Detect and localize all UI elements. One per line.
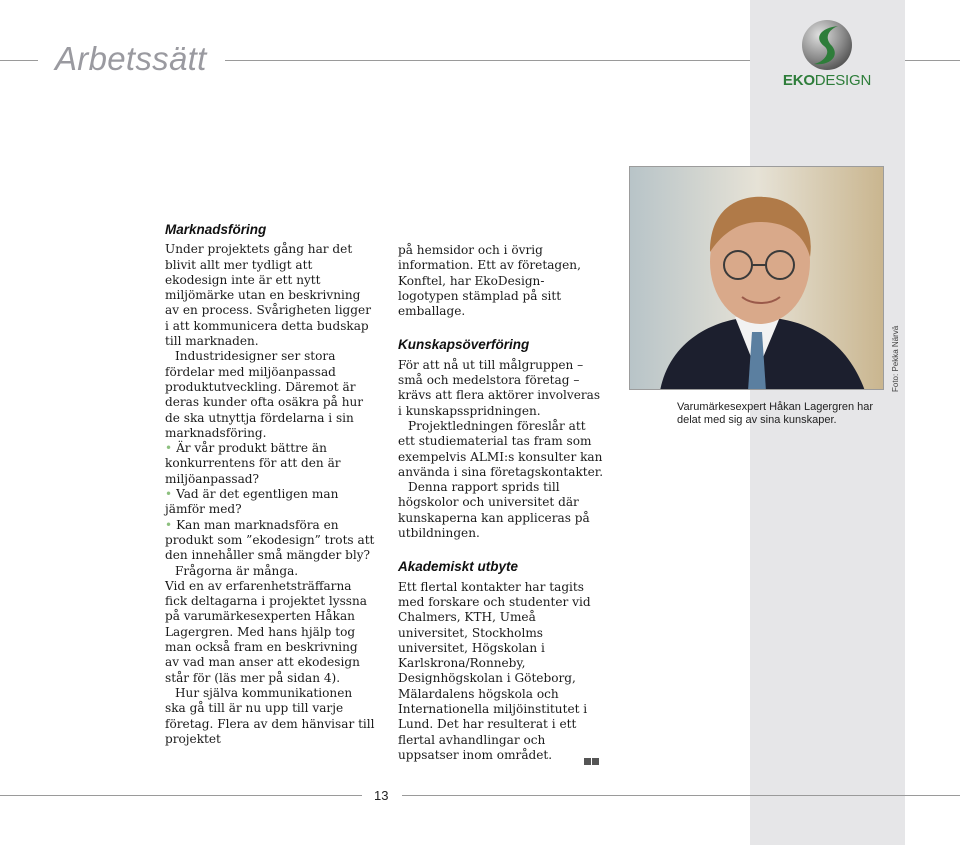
paragraph: på hemsidor och i övrig information. Ett av företagen, Konftel, har EkoDesign-logotypen stämplad på sitt emballage. bbox=[398, 243, 581, 319]
header-rule-left bbox=[0, 60, 38, 61]
paragraph: Under projektets gång har det blivit allt mer tydligt att ekodesign inte är ett nytt miljömärke utan en beskrivning av en process. Svårigheten ligger i att kommunicera detta budskap till marknaden. bbox=[165, 242, 371, 349]
photo-credit: Foto: Pekka Närvä bbox=[891, 325, 900, 392]
bullet-icon: • bbox=[165, 517, 173, 532]
section-heading-kunskapsoverforing: Kunskapsöverföring bbox=[398, 337, 530, 353]
paragraph: Frågorna är många. bbox=[175, 563, 299, 578]
logo-wordmark: EKODESIGN bbox=[782, 72, 872, 89]
paragraph: Hur själva kommunikationen ska gå till är nu upp till varje företag. Flera av dem hänvisar till projektet bbox=[165, 685, 375, 746]
footer-rule-left bbox=[0, 795, 362, 796]
bullet-icon: • bbox=[165, 441, 173, 456]
header-rule-far-right bbox=[905, 60, 960, 61]
section-heading-marknadsforing: Marknadsföring bbox=[165, 222, 267, 237]
footer-rule-right bbox=[402, 795, 960, 796]
paragraph: Vid en av erfarenhetsträffarna fick deltagarna i projektet lyssna på varumärkesexperten Håkan Lagergren. Med hans hjälp tog man också fram en beskrivning av vad man anser att ekodesign står för (läs mer på sidan 4). bbox=[165, 578, 368, 685]
question-item: • Är vår produkt bättre än konkurrentens för att den är miljöanpassad? bbox=[165, 441, 341, 486]
leaf-logo-icon bbox=[800, 18, 854, 72]
paragraph: Ett flertal kontakter har tagits med forskare och studenter vid Chalmers, KTH, Umeå universitet, Stockholms universitet, Högskolan i Karlskrona/Ronneby, Designhögskolan i Göteborg, Mälardalens högskola och Internationella miljöinstitutet i Lund. Det har resulterat i ett flertal avhandlingar och uppsatser inom området. bbox=[398, 579, 591, 762]
page-title: Arbetssätt bbox=[55, 40, 207, 77]
photo-caption: Varumärkesexpert Håkan Lagergren har delat med sig av sina kunskaper. bbox=[677, 401, 874, 426]
question-item: • Vad är det egentligen man jämför med? bbox=[165, 487, 339, 517]
paragraph: För att nå ut till målgruppen – små och medelstora företag – krävs att flera aktörer involveras i kunskapsspridningen. bbox=[398, 357, 601, 418]
page-number: 13 bbox=[374, 788, 389, 803]
column-middle bbox=[398, 243, 604, 763]
section-heading-akademiskt-utbyte: Akademiskt utbyte bbox=[398, 559, 519, 575]
column-left bbox=[165, 222, 375, 747]
header-rule-right bbox=[225, 60, 750, 61]
paragraph: Denna rapport sprids till högskolor och universitet där kunskaperna kan appliceras på utbildningen. bbox=[398, 480, 590, 541]
portrait-illustration bbox=[630, 167, 884, 390]
paragraph: Industridesigner ser stora fördelar med miljöanpassad produktutveckling. Däremot är deras kunder ofta osäkra på hur de ska utnyttja fördelarna i sin marknadsföring. bbox=[165, 349, 364, 440]
ekodesign-logo bbox=[780, 18, 874, 98]
paragraph: Projektledningen föreslår att ett studiematerial tas fram som exempelvis ALMI:s konsulter kan använda i sina företagskontakter. bbox=[398, 418, 604, 479]
end-mark-icon bbox=[584, 750, 600, 769]
bullet-icon: • bbox=[165, 487, 173, 502]
portrait-photo bbox=[629, 166, 884, 390]
question-item: • Kan man marknadsföra en produkt som ”ekodesign” trots att den innehåller små mängder bly? bbox=[165, 517, 375, 563]
